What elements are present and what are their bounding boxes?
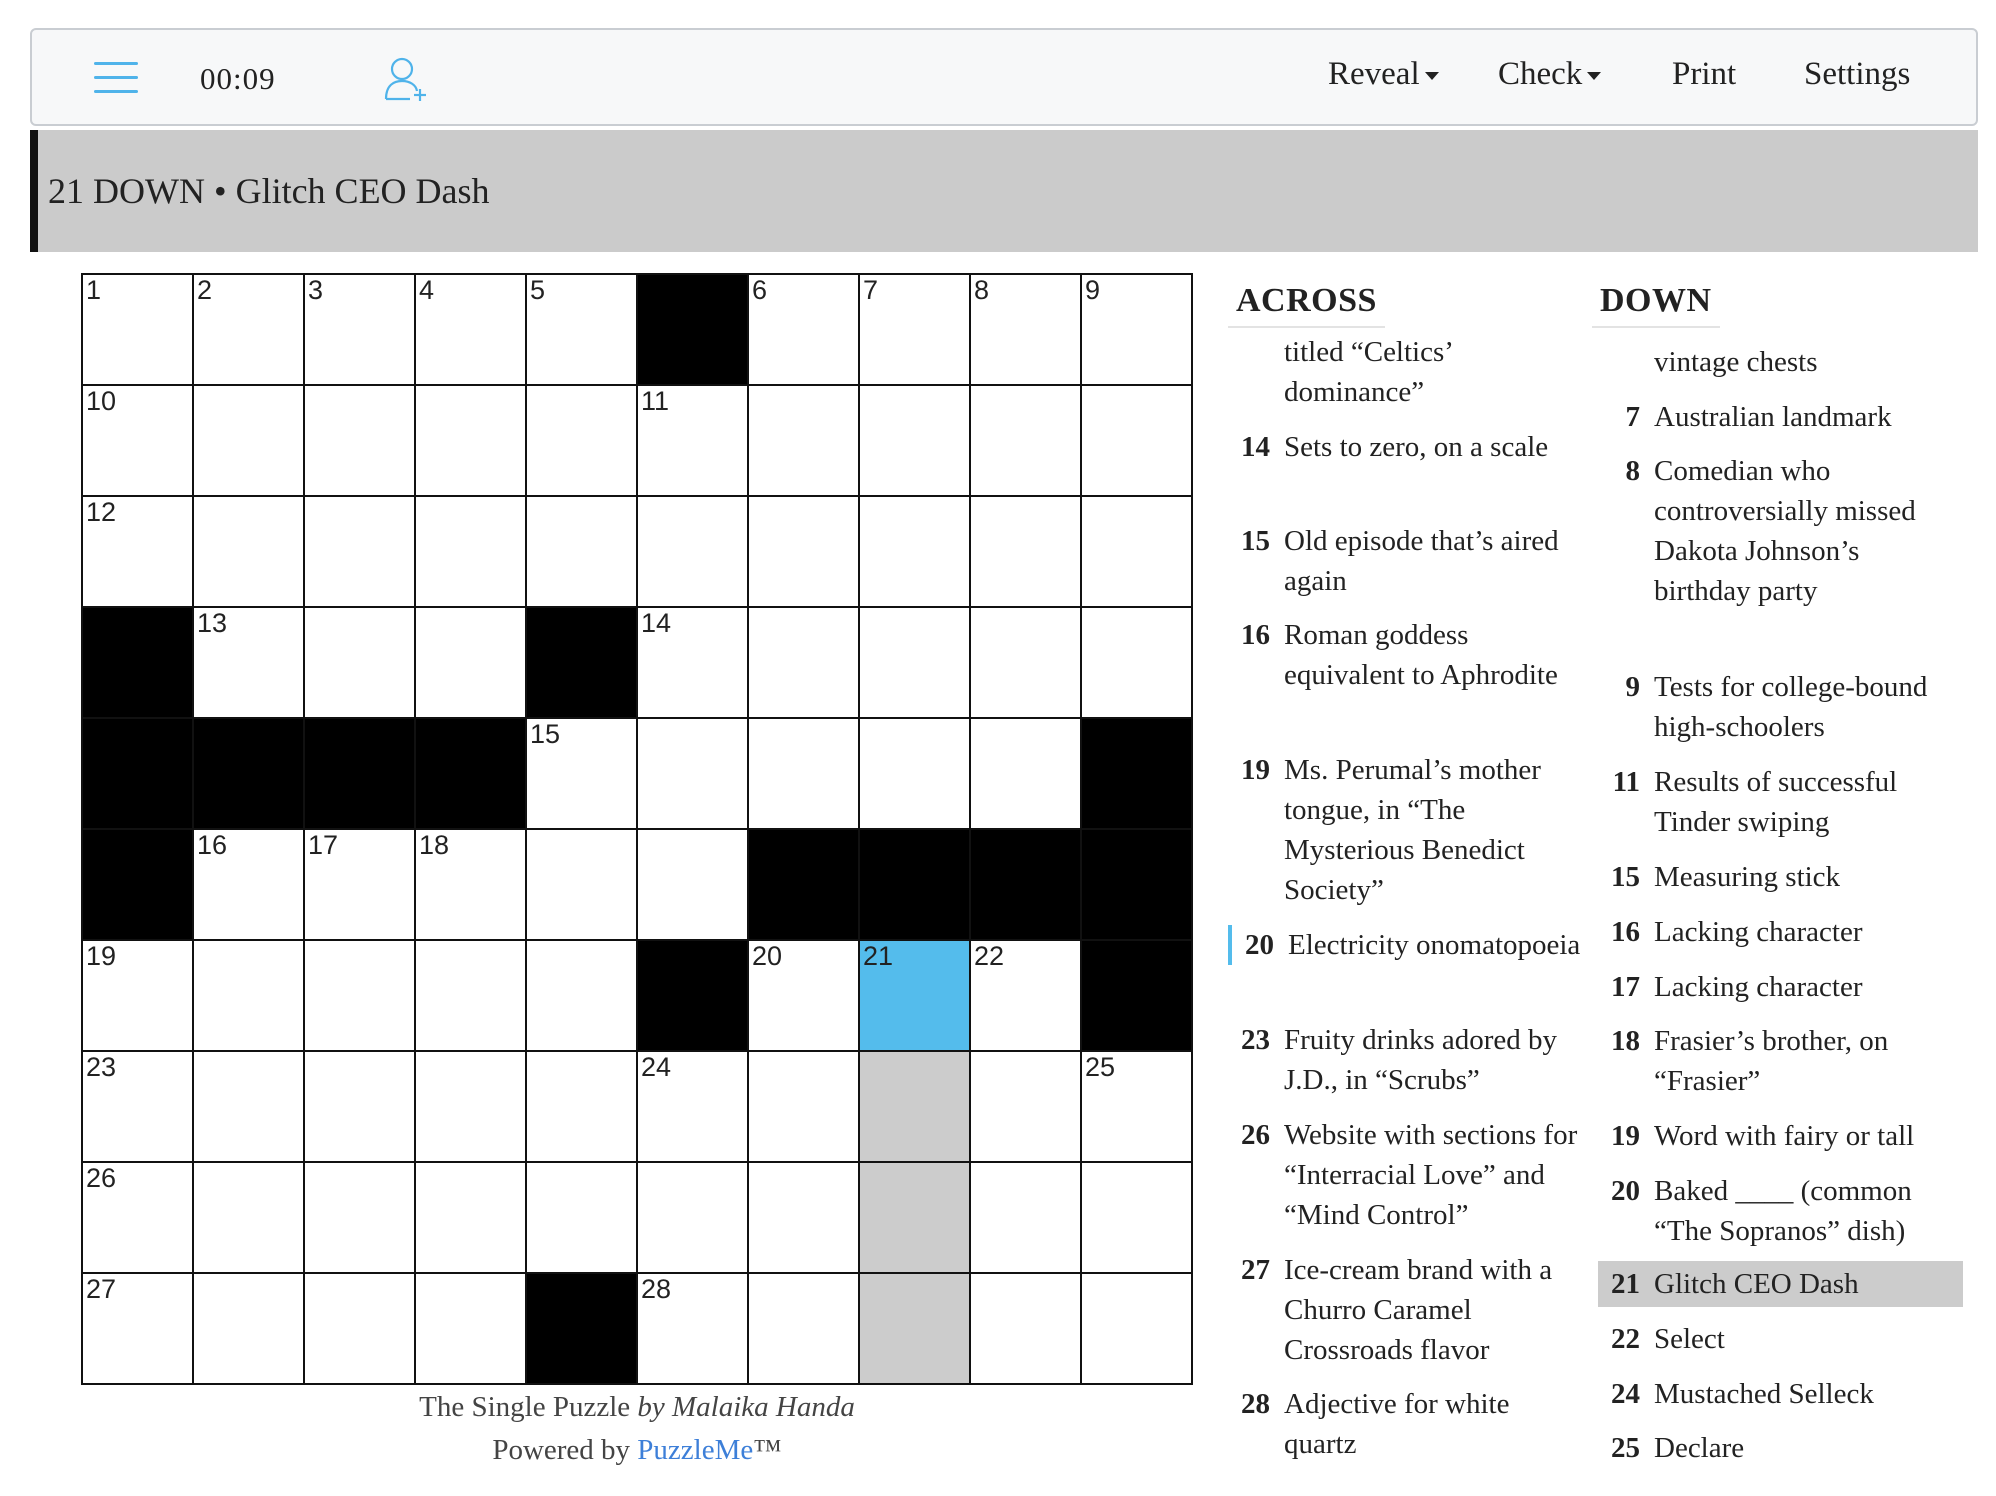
- grid-cell[interactable]: [194, 608, 303, 717]
- grid-cell[interactable]: [638, 830, 747, 939]
- grid-cell[interactable]: [860, 719, 969, 828]
- grid-cell[interactable]: [638, 719, 747, 828]
- clue-text: vintage chests: [1654, 346, 1818, 378]
- current-clue-text: 21 DOWN • Glitch CEO Dash: [48, 171, 490, 211]
- grid-cell[interactable]: [971, 275, 1080, 384]
- current-clue-bar: [30, 130, 1978, 252]
- chevron-down-icon: [1425, 72, 1439, 80]
- clue-number: 20: [1611, 1175, 1640, 1207]
- grid-cell[interactable]: [749, 386, 858, 495]
- clue-number: 18: [1611, 1025, 1640, 1057]
- down-clue-item[interactable]: [1598, 1021, 1963, 1101]
- block-cell: [527, 1274, 636, 1383]
- clue-number: 15: [1611, 861, 1640, 893]
- puzzleme-link[interactable]: PuzzleMe: [637, 1434, 754, 1466]
- block-cell: [416, 719, 525, 828]
- block-cell: [749, 830, 858, 939]
- across-clue-item-active[interactable]: [1228, 925, 1583, 965]
- block-cell: [194, 719, 303, 828]
- block-cell: [1082, 719, 1191, 828]
- block-cell: [1082, 941, 1191, 1050]
- grid-cell[interactable]: [860, 1163, 969, 1272]
- clue-number: 17: [1611, 971, 1640, 1003]
- grid-cell[interactable]: [860, 386, 969, 495]
- across-clue-item[interactable]: [1228, 427, 1583, 467]
- check-label: Check: [1498, 56, 1583, 92]
- across-heading: ACROSS: [1228, 282, 1385, 328]
- grid-cell[interactable]: [416, 830, 525, 939]
- grid-cell[interactable]: [305, 386, 414, 495]
- clue-text: Website with sections for “Interracial Love” and “Mind Control”: [1284, 1119, 1578, 1231]
- across-clue-item[interactable]: [1228, 1250, 1583, 1370]
- cell-number: 4: [419, 275, 435, 305]
- grid-cell[interactable]: [416, 608, 525, 717]
- block-cell: [638, 941, 747, 1050]
- chevron-down-icon: [1587, 72, 1601, 80]
- grid-cell[interactable]: [860, 497, 969, 606]
- cell-number: 5: [530, 275, 546, 305]
- cell-number: 15: [530, 719, 561, 749]
- clue-text: Lacking character: [1654, 916, 1863, 948]
- grid-cell[interactable]: [527, 386, 636, 495]
- clue-number: 19: [1241, 754, 1270, 786]
- down-clue-item[interactable]: [1598, 1374, 1963, 1414]
- cell-number: 19: [86, 941, 117, 971]
- cell-number: 8: [974, 275, 990, 305]
- down-clue-item-active[interactable]: [1598, 1261, 1963, 1307]
- cell-number: 3: [308, 275, 324, 305]
- clue-text: titled “Celtics’ dominance”: [1284, 336, 1452, 408]
- clue-text: Fruity drinks adored by J.D., in “Scrubs”: [1284, 1024, 1558, 1096]
- grid-cell[interactable]: [860, 275, 969, 384]
- grid-cell[interactable]: [749, 497, 858, 606]
- across-clue-item[interactable]: [1228, 1384, 1583, 1464]
- grid-cell[interactable]: [527, 1163, 636, 1272]
- across-clue-item[interactable]: [1228, 1115, 1583, 1235]
- grid-cell[interactable]: [194, 1163, 303, 1272]
- cell-number: 25: [1085, 1052, 1116, 1082]
- grid-cell[interactable]: [83, 386, 192, 495]
- grid-cell[interactable]: [194, 830, 303, 939]
- grid-cell[interactable]: [83, 1052, 192, 1161]
- down-clue-item[interactable]: [1598, 912, 1963, 952]
- grid-cell[interactable]: [860, 1274, 969, 1383]
- reveal-menu[interactable]: [1328, 56, 1439, 93]
- down-clue-item[interactable]: [1598, 397, 1963, 437]
- clue-text: Glitch CEO Dash: [1654, 1268, 1859, 1300]
- grid-cell[interactable]: [194, 275, 303, 384]
- grid-cell[interactable]: [638, 1052, 747, 1161]
- grid-cell[interactable]: [749, 1274, 858, 1383]
- clue-text: Tests for college-bound high-schoolers: [1654, 671, 1928, 743]
- clue-text: Word with fairy or tall: [1654, 1120, 1915, 1152]
- grid-cell[interactable]: [860, 608, 969, 717]
- grid-cell[interactable]: [971, 386, 1080, 495]
- grid-cell-selected[interactable]: [860, 941, 969, 1050]
- clue-number: 24: [1611, 1378, 1640, 1410]
- grid-cell[interactable]: [305, 275, 414, 384]
- block-cell: [83, 830, 192, 939]
- block-cell: [860, 830, 969, 939]
- cell-number: 6: [752, 275, 768, 305]
- clue-text: Ice-cream brand with a Churro Caramel Crossroads flavor: [1284, 1254, 1553, 1366]
- cell-number: 23: [86, 1052, 117, 1082]
- grid-cell[interactable]: [638, 1163, 747, 1272]
- grid-cell[interactable]: [638, 1274, 747, 1383]
- grid-cell[interactable]: [416, 386, 525, 495]
- clue-number: 22: [1611, 1323, 1640, 1355]
- grid-cell[interactable]: [416, 1052, 525, 1161]
- grid-cell[interactable]: [860, 1052, 969, 1161]
- grid-cell[interactable]: [83, 1274, 192, 1383]
- grid-cell[interactable]: [638, 497, 747, 606]
- credit-line: [81, 1386, 1193, 1429]
- grid-cell[interactable]: [971, 1052, 1080, 1161]
- grid-cell[interactable]: [416, 1274, 525, 1383]
- clue-text: Results of successful Tinder swiping: [1654, 766, 1898, 838]
- grid-cell[interactable]: [416, 941, 525, 1050]
- print-button[interactable]: Print: [1672, 56, 1737, 92]
- clue-number: 14: [1241, 431, 1270, 463]
- grid-cell[interactable]: [1082, 386, 1191, 495]
- puzzle-toolbar: [30, 28, 1978, 126]
- credit-by: by: [637, 1391, 665, 1423]
- grid-cell[interactable]: [1082, 1052, 1191, 1161]
- clue-number: 27: [1241, 1254, 1270, 1286]
- cell-number: 24: [641, 1052, 672, 1082]
- grid-cell[interactable]: [305, 830, 414, 939]
- grid-cell[interactable]: [527, 497, 636, 606]
- grid-cell[interactable]: [1082, 1274, 1191, 1383]
- clue-number: 8: [1625, 455, 1640, 487]
- hamburger-menu-icon[interactable]: [94, 60, 138, 96]
- grid-cell[interactable]: [305, 941, 414, 1050]
- clue-text: Measuring stick: [1654, 861, 1841, 893]
- down-clue-item[interactable]: [1598, 1171, 1963, 1251]
- grid-cell[interactable]: [194, 1274, 303, 1383]
- grid-cell[interactable]: [749, 719, 858, 828]
- puzzle-title: The Single Puzzle: [419, 1391, 631, 1423]
- grid-cell[interactable]: [749, 275, 858, 384]
- grid-cell[interactable]: [971, 719, 1080, 828]
- grid-cell[interactable]: [527, 941, 636, 1050]
- grid-cell[interactable]: [1082, 497, 1191, 606]
- puzzle-credit: [81, 1386, 1193, 1472]
- clue-text: Roman goddess equivalent to Aphrodite: [1284, 619, 1558, 691]
- grid-cell[interactable]: [638, 608, 747, 717]
- cell-number: 20: [752, 941, 783, 971]
- grid-cell[interactable]: [749, 1163, 858, 1272]
- grid-cell[interactable]: [527, 275, 636, 384]
- grid-cell[interactable]: [971, 608, 1080, 717]
- clue-number: 20: [1245, 929, 1274, 961]
- grid-cell[interactable]: [1082, 1163, 1191, 1272]
- grid-cell[interactable]: [749, 941, 858, 1050]
- clue-number: 26: [1241, 1119, 1270, 1151]
- clue-number: 19: [1611, 1120, 1640, 1152]
- block-cell: [305, 719, 414, 828]
- cell-number: 18: [419, 830, 450, 860]
- cell-number: 14: [641, 608, 672, 638]
- block-cell: [971, 830, 1080, 939]
- block-cell: [527, 608, 636, 717]
- grid-cell[interactable]: [83, 275, 192, 384]
- across-clue-item[interactable]: [1228, 521, 1583, 601]
- powered-by-label: Powered by: [492, 1434, 631, 1466]
- clue-text: Sets to zero, on a scale: [1284, 431, 1549, 463]
- cell-number: 21: [863, 941, 894, 971]
- grid-cell[interactable]: [416, 497, 525, 606]
- cell-number: 28: [641, 1274, 672, 1304]
- settings-button[interactable]: Settings: [1804, 56, 1911, 92]
- clue-number: 7: [1625, 401, 1640, 433]
- grid-cell[interactable]: [971, 1274, 1080, 1383]
- clue-number: 9: [1625, 671, 1640, 703]
- down-clue-item[interactable]: [1598, 857, 1963, 897]
- clue-number: 16: [1611, 916, 1640, 948]
- grid-cell[interactable]: [638, 386, 747, 495]
- grid-cell[interactable]: [194, 941, 303, 1050]
- cell-number: 17: [308, 830, 339, 860]
- trademark: ™: [753, 1434, 782, 1466]
- grid-cell[interactable]: [1082, 608, 1191, 717]
- block-cell: [1082, 830, 1191, 939]
- clue-number: 28: [1241, 1388, 1270, 1420]
- grid-cell[interactable]: [416, 1163, 525, 1272]
- cell-number: 12: [86, 497, 117, 527]
- clue-number: 15: [1241, 525, 1270, 557]
- grid-cell[interactable]: [971, 497, 1080, 606]
- powered-by-line: [81, 1429, 1193, 1472]
- grid-cell[interactable]: [971, 941, 1080, 1050]
- clue-text: Lacking character: [1654, 971, 1863, 1003]
- clue-number: 25: [1611, 1432, 1640, 1464]
- puzzle-author: Malaika Handa: [672, 1391, 855, 1423]
- add-user-icon[interactable]: [382, 55, 430, 108]
- clue-text: Electricity onomatopoeia: [1288, 929, 1581, 961]
- down-clue-item[interactable]: [1598, 1428, 1963, 1468]
- cell-number: 16: [197, 830, 228, 860]
- grid-cell[interactable]: [194, 1052, 303, 1161]
- clue-text: Select: [1654, 1323, 1725, 1355]
- cell-number: 26: [86, 1163, 117, 1193]
- across-clue-item[interactable]: [1228, 750, 1583, 910]
- grid-cell[interactable]: [527, 1052, 636, 1161]
- grid-cell[interactable]: [305, 608, 414, 717]
- down-clue-item[interactable]: [1598, 667, 1963, 747]
- grid-cell[interactable]: [83, 497, 192, 606]
- clue-number: 23: [1241, 1024, 1270, 1056]
- down-heading: DOWN: [1592, 282, 1720, 328]
- grid-cell[interactable]: [749, 608, 858, 717]
- grid-cell[interactable]: [83, 941, 192, 1050]
- grid-cell[interactable]: [1082, 275, 1191, 384]
- grid-cell[interactable]: [305, 1052, 414, 1161]
- cell-number: 7: [863, 275, 879, 305]
- clue-number: 16: [1241, 619, 1270, 651]
- cell-number: 13: [197, 608, 228, 638]
- grid-cell[interactable]: [194, 386, 303, 495]
- down-clue-item[interactable]: [1598, 762, 1963, 842]
- grid-cell[interactable]: [971, 1163, 1080, 1272]
- clue-number: 11: [1612, 766, 1640, 798]
- grid-cell[interactable]: [305, 1163, 414, 1272]
- block-cell: [83, 608, 192, 717]
- grid-cell[interactable]: [749, 1052, 858, 1161]
- cell-number: 11: [641, 386, 670, 416]
- clue-text: Australian landmark: [1654, 401, 1892, 433]
- cell-number: 22: [974, 941, 1005, 971]
- down-clue-item[interactable]: [1598, 967, 1963, 1007]
- cell-number: 2: [197, 275, 213, 305]
- clue-text: Declare: [1654, 1432, 1745, 1464]
- grid-cell[interactable]: [194, 497, 303, 606]
- cell-number: 9: [1085, 275, 1101, 305]
- timer: 00:09: [200, 61, 276, 96]
- down-clue-item[interactable]: [1598, 1116, 1963, 1156]
- down-clue-item[interactable]: [1598, 342, 1963, 382]
- clue-text: Mustached Selleck: [1654, 1378, 1874, 1410]
- cell-number: 10: [86, 386, 117, 416]
- clue-text: Frasier’s brother, on “Frasier”: [1654, 1025, 1889, 1097]
- clue-text: Baked ____ (common “The Sopranos” dish): [1654, 1175, 1912, 1247]
- clue-text: Ms. Perumal’s mother tongue, in “The Mysterious Benedict Society”: [1284, 754, 1541, 906]
- crossword-grid: [81, 273, 1193, 1385]
- grid-cell[interactable]: [83, 1163, 192, 1272]
- clue-number: 21: [1611, 1268, 1640, 1300]
- across-clue-item[interactable]: [1228, 332, 1583, 412]
- down-clue-item[interactable]: [1598, 451, 1963, 611]
- block-cell: [83, 719, 192, 828]
- grid-cell[interactable]: [416, 275, 525, 384]
- clue-text: Adjective for white quartz: [1284, 1388, 1510, 1460]
- cell-number: 27: [86, 1274, 117, 1304]
- clue-text: Comedian who controversially missed Dakota Johnson’s birthday party: [1654, 455, 1916, 607]
- grid-cell[interactable]: [305, 497, 414, 606]
- reveal-label: Reveal: [1328, 56, 1420, 92]
- check-menu[interactable]: [1498, 56, 1601, 93]
- grid-cell[interactable]: [305, 1274, 414, 1383]
- across-clue-item[interactable]: [1228, 615, 1583, 695]
- block-cell: [638, 275, 747, 384]
- cell-number: 1: [86, 275, 102, 305]
- down-clue-item[interactable]: [1598, 1319, 1963, 1359]
- grid-cell[interactable]: [527, 830, 636, 939]
- grid-cell[interactable]: [527, 719, 636, 828]
- clue-text: Old episode that’s aired again: [1284, 525, 1559, 597]
- across-clue-item[interactable]: [1228, 1020, 1583, 1100]
